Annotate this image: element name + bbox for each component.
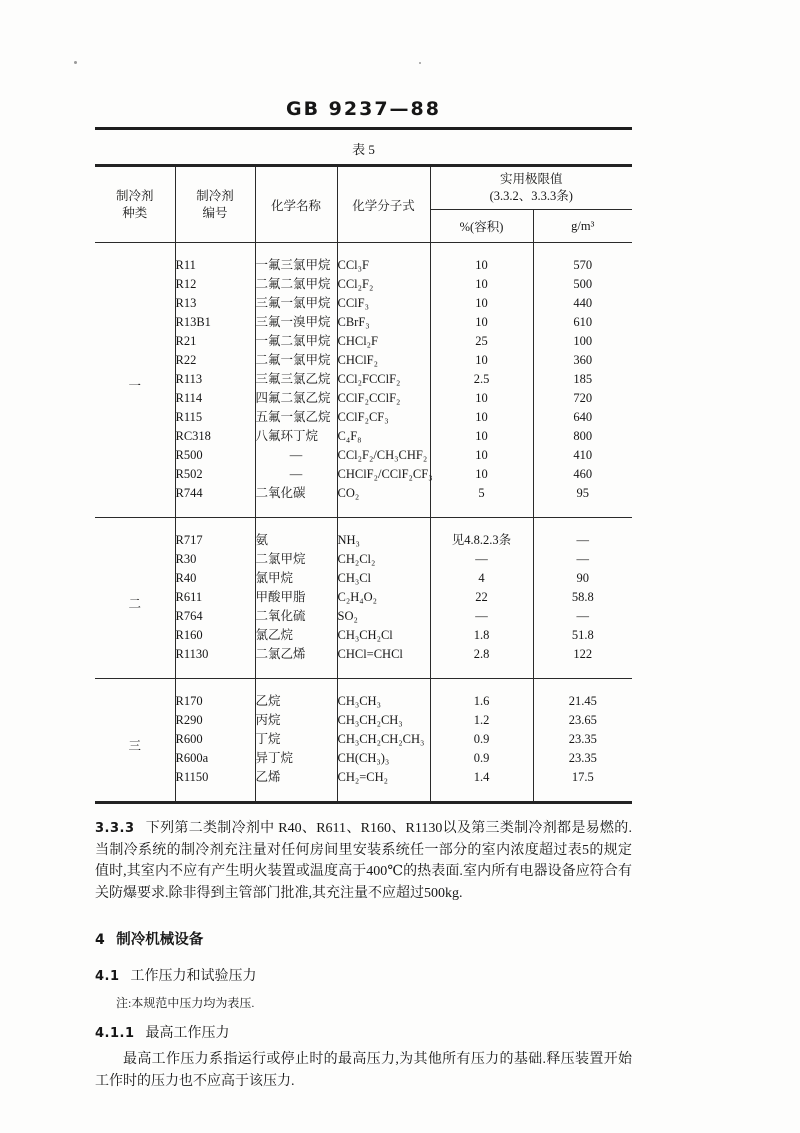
header-number-line1: 制冷剂 xyxy=(196,188,234,203)
cell-gm3: 17.5 xyxy=(533,768,632,803)
section-number: 4 xyxy=(95,932,106,948)
cell-formula: CH₃CH₂Cl xyxy=(337,626,430,645)
cell-gm3: 640 xyxy=(533,408,632,427)
cell-name: 三氟一氯甲烷 xyxy=(255,294,337,313)
cell-no: R13B1 xyxy=(175,313,255,332)
cell-gm3: — xyxy=(533,518,632,551)
cell-vol: 10 xyxy=(430,389,533,408)
clause-4-1-1-paragraph: 最高工作压力系指运行或停止时的最高压力,为其他所有压力的基础.释压装置开始工作时的压力也不应高于该压力. xyxy=(95,1052,632,1089)
header-limit-line2: (3.3.2、3.3.3条) xyxy=(489,189,573,203)
cell-vol: — xyxy=(430,550,533,569)
refrigerant-limits-table xyxy=(95,164,632,804)
cell-name: 二氧化硫 xyxy=(255,607,337,626)
cell-no: R600 xyxy=(175,730,255,749)
cell-formula: C₂H₄O₂ xyxy=(337,588,430,607)
header-chemical-formula: 化学分子式 xyxy=(337,166,430,243)
table-section-2 xyxy=(95,518,632,679)
cell-vol: 22 xyxy=(430,588,533,607)
cell-formula: NH₃ xyxy=(337,518,430,551)
cell-gm3: 23.65 xyxy=(533,711,632,730)
cell-no: RC318 xyxy=(175,427,255,446)
table-row xyxy=(95,768,632,803)
cell-name: 二氯乙烯 xyxy=(255,645,337,679)
cell-vol: 10 xyxy=(430,275,533,294)
cell-vol: — xyxy=(430,607,533,626)
cell-name: — xyxy=(255,465,337,484)
cell-gm3: 610 xyxy=(533,313,632,332)
cell-gm3: — xyxy=(533,607,632,626)
header-chemical-name: 化学名称 xyxy=(255,166,337,243)
cell-gm3: 122 xyxy=(533,645,632,679)
cell-name: 丙烷 xyxy=(255,711,337,730)
cell-formula: CO₂ xyxy=(337,484,430,518)
cell-no: R22 xyxy=(175,351,255,370)
cell-no: R114 xyxy=(175,389,255,408)
table-row xyxy=(95,711,632,730)
document-content xyxy=(95,0,632,1107)
table-row xyxy=(95,427,632,446)
cell-gm3: 570 xyxy=(533,243,632,276)
cell-name: 二氧化碳 xyxy=(255,484,337,518)
cell-formula: CBrF₃ xyxy=(337,313,430,332)
cell-vol: 2.5 xyxy=(430,370,533,389)
cell-formula: CHClF₂ xyxy=(337,351,430,370)
cell-vol: 10 xyxy=(430,446,533,465)
cell-vol: 4 xyxy=(430,569,533,588)
header-refrigerant-number xyxy=(175,166,255,243)
cell-name: — xyxy=(255,446,337,465)
table-section-3 xyxy=(95,679,632,803)
table-row xyxy=(95,518,632,551)
cell-name: 氯甲烷 xyxy=(255,569,337,588)
clause-3-3-3 xyxy=(95,818,632,904)
table-row xyxy=(95,408,632,427)
table-row xyxy=(95,370,632,389)
cell-gm3: 185 xyxy=(533,370,632,389)
cell-gm3: — xyxy=(533,550,632,569)
cell-formula: CCl₂F₂/CH₃CHF₂ xyxy=(337,446,430,465)
cell-name: 氨 xyxy=(255,518,337,551)
header-limit-line1: 实用极限值 xyxy=(500,172,563,186)
table-row xyxy=(95,749,632,768)
table-row xyxy=(95,243,632,276)
cell-no: R500 xyxy=(175,446,255,465)
section-4-heading xyxy=(95,928,632,949)
cell-name: 二氟一氯甲烷 xyxy=(255,351,337,370)
clause-text: 下列第二类制冷剂中 R40、R611、R160、R1130以及第三类制冷剂都是易燃的.当制冷系统的制冷剂充注量对任何房间里安装系统任一部分的室内浓度超过表5的规定值时,其室内不应有产生明火装置或温度高于400℃的热表面.室内所有电器设备应符合有关防爆要求.除非得到主管部门批准,其充注量不应超过500kg. xyxy=(95,821,632,901)
cell-vol: 1.2 xyxy=(430,711,533,730)
cell-no: R744 xyxy=(175,484,255,518)
cell-gm3: 23.35 xyxy=(533,730,632,749)
table-row xyxy=(95,626,632,645)
clause-title: 最高工作压力 xyxy=(145,1026,230,1041)
table-row xyxy=(95,446,632,465)
category-cell: 三 xyxy=(128,739,141,753)
cell-gm3: 360 xyxy=(533,351,632,370)
cell-gm3: 23.35 xyxy=(533,749,632,768)
category-cell: 二 xyxy=(128,597,141,611)
cell-formula: CHCl₂F xyxy=(337,332,430,351)
cell-no: R290 xyxy=(175,711,255,730)
cell-vol: 10 xyxy=(430,294,533,313)
table-row xyxy=(95,569,632,588)
table-row xyxy=(95,313,632,332)
cell-gm3: 460 xyxy=(533,465,632,484)
cell-formula: SO₂ xyxy=(337,607,430,626)
cell-no: R502 xyxy=(175,465,255,484)
table-header xyxy=(95,166,632,243)
cell-no: R764 xyxy=(175,607,255,626)
category-cell: 一 xyxy=(128,379,141,393)
cell-formula: CH₃CH₂CH₃ xyxy=(337,711,430,730)
cell-vol: 1.8 xyxy=(430,626,533,645)
cell-gm3: 410 xyxy=(533,446,632,465)
table-row xyxy=(95,389,632,408)
cell-formula: CH₂=CH₂ xyxy=(337,768,430,803)
cell-name: 乙烯 xyxy=(255,768,337,803)
table-row xyxy=(95,465,632,484)
cell-vol: 10 xyxy=(430,465,533,484)
cell-vol: 1.4 xyxy=(430,768,533,803)
cell-vol: 2.8 xyxy=(430,645,533,679)
table-row xyxy=(95,588,632,607)
table-row xyxy=(95,645,632,679)
cell-name: 五氟一氯乙烷 xyxy=(255,408,337,427)
cell-name: 甲酸甲脂 xyxy=(255,588,337,607)
cell-name: 丁烷 xyxy=(255,730,337,749)
cell-gm3: 440 xyxy=(533,294,632,313)
cell-no: R30 xyxy=(175,550,255,569)
cell-formula: CCl₂FCClF₂ xyxy=(337,370,430,389)
cell-name: 三氟一溴甲烷 xyxy=(255,313,337,332)
clause-title: 工作压力和试验压力 xyxy=(130,969,257,984)
table-row xyxy=(95,679,632,712)
cell-gm3: 100 xyxy=(533,332,632,351)
cell-formula: CH₃CH₂CH₂CH₃ xyxy=(337,730,430,749)
header-category-line2: 种类 xyxy=(122,205,148,220)
cell-gm3: 51.8 xyxy=(533,626,632,645)
cell-formula: CHCl=CHCl xyxy=(337,645,430,679)
cell-name: 异丁烷 xyxy=(255,749,337,768)
header-volume-percent: %(容积) xyxy=(430,210,533,243)
cell-no: R113 xyxy=(175,370,255,389)
cell-name: 乙烷 xyxy=(255,679,337,712)
cell-gm3: 720 xyxy=(533,389,632,408)
cell-no: R115 xyxy=(175,408,255,427)
cell-no: R1150 xyxy=(175,768,255,803)
pressure-note: 注:本规范中压力均为表压. xyxy=(116,996,255,1010)
cell-vol: 1.6 xyxy=(430,679,533,712)
cell-name: 八氟环丁烷 xyxy=(255,427,337,446)
cell-name: 一氟二氯甲烷 xyxy=(255,332,337,351)
clause-number: 4.1 xyxy=(95,969,120,984)
cell-no: R611 xyxy=(175,588,255,607)
cell-vol: 10 xyxy=(430,313,533,332)
cell-formula: CCl₃F xyxy=(337,243,430,276)
table-row xyxy=(95,484,632,518)
table-row xyxy=(95,275,632,294)
table-caption: 表 5 xyxy=(352,142,375,157)
cell-vol: 0.9 xyxy=(430,749,533,768)
cell-vol: 10 xyxy=(430,427,533,446)
clause-4-1-1-heading xyxy=(95,1022,632,1042)
clause-4-1-heading xyxy=(95,965,632,985)
cell-formula: CClF₂CF₃ xyxy=(337,408,430,427)
cell-formula: CH₃CH₃ xyxy=(337,679,430,712)
header-grams-per-cubic-meter: g/m³ xyxy=(533,210,632,243)
header-number-line2: 编号 xyxy=(202,205,228,220)
cell-no: R170 xyxy=(175,679,255,712)
cell-no: R12 xyxy=(175,275,255,294)
cell-no: R600a xyxy=(175,749,255,768)
cell-name: 二氯甲烷 xyxy=(255,550,337,569)
table-section-1 xyxy=(95,243,632,518)
cell-formula: CCl₂F₂ xyxy=(337,275,430,294)
cell-no: R160 xyxy=(175,626,255,645)
cell-gm3: 95 xyxy=(533,484,632,518)
table-row xyxy=(95,607,632,626)
cell-formula: CH(CH₃)₃ xyxy=(337,749,430,768)
cell-formula: CHClF₂/CClF₂CF₃ xyxy=(337,465,430,484)
table-row xyxy=(95,730,632,749)
cell-formula: CClF₃ xyxy=(337,294,430,313)
table-row xyxy=(95,550,632,569)
cell-gm3: 90 xyxy=(533,569,632,588)
cell-no: R1130 xyxy=(175,645,255,679)
clause-number: 4.1.1 xyxy=(95,1026,135,1041)
cell-gm3: 500 xyxy=(533,275,632,294)
header-practical-limit xyxy=(430,166,632,210)
table-row xyxy=(95,332,632,351)
cell-no: R11 xyxy=(175,243,255,276)
cell-formula: CH₃Cl xyxy=(337,569,430,588)
cell-vol: 5 xyxy=(430,484,533,518)
standard-code: GB 9237—88 xyxy=(285,98,441,120)
cell-vol: 0.9 xyxy=(430,730,533,749)
cell-vol: 见4.8.2.3条 xyxy=(430,518,533,551)
cell-gm3: 21.45 xyxy=(533,679,632,712)
cell-vol: 10 xyxy=(430,351,533,370)
cell-name: 四氟二氯乙烷 xyxy=(255,389,337,408)
scan-speck xyxy=(419,62,421,64)
cell-name: 二氟二氯甲烷 xyxy=(255,275,337,294)
section-title: 制冷机械设备 xyxy=(116,932,204,948)
cell-name: 一氟三氯甲烷 xyxy=(255,243,337,276)
clause-number: 3.3.3 xyxy=(95,821,135,836)
cell-vol: 25 xyxy=(430,332,533,351)
cell-name: 氯乙烷 xyxy=(255,626,337,645)
cell-name: 三氟三氯乙烷 xyxy=(255,370,337,389)
table-row xyxy=(95,351,632,370)
cell-gm3: 800 xyxy=(533,427,632,446)
cell-formula: C₄F₈ xyxy=(337,427,430,446)
cell-no: R13 xyxy=(175,294,255,313)
table-row xyxy=(95,294,632,313)
cell-formula: CH₂Cl₂ xyxy=(337,550,430,569)
cell-vol: 10 xyxy=(430,243,533,276)
scan-speck xyxy=(74,61,77,64)
cell-vol: 10 xyxy=(430,408,533,427)
cell-formula: CClF₂CClF₂ xyxy=(337,389,430,408)
cell-no: R40 xyxy=(175,569,255,588)
header-category-line1: 制冷剂 xyxy=(115,188,154,203)
header-refrigerant-category xyxy=(95,166,175,243)
cell-no: R21 xyxy=(175,332,255,351)
cell-no: R717 xyxy=(175,518,255,551)
cell-gm3: 58.8 xyxy=(533,588,632,607)
title-rule xyxy=(95,127,632,130)
